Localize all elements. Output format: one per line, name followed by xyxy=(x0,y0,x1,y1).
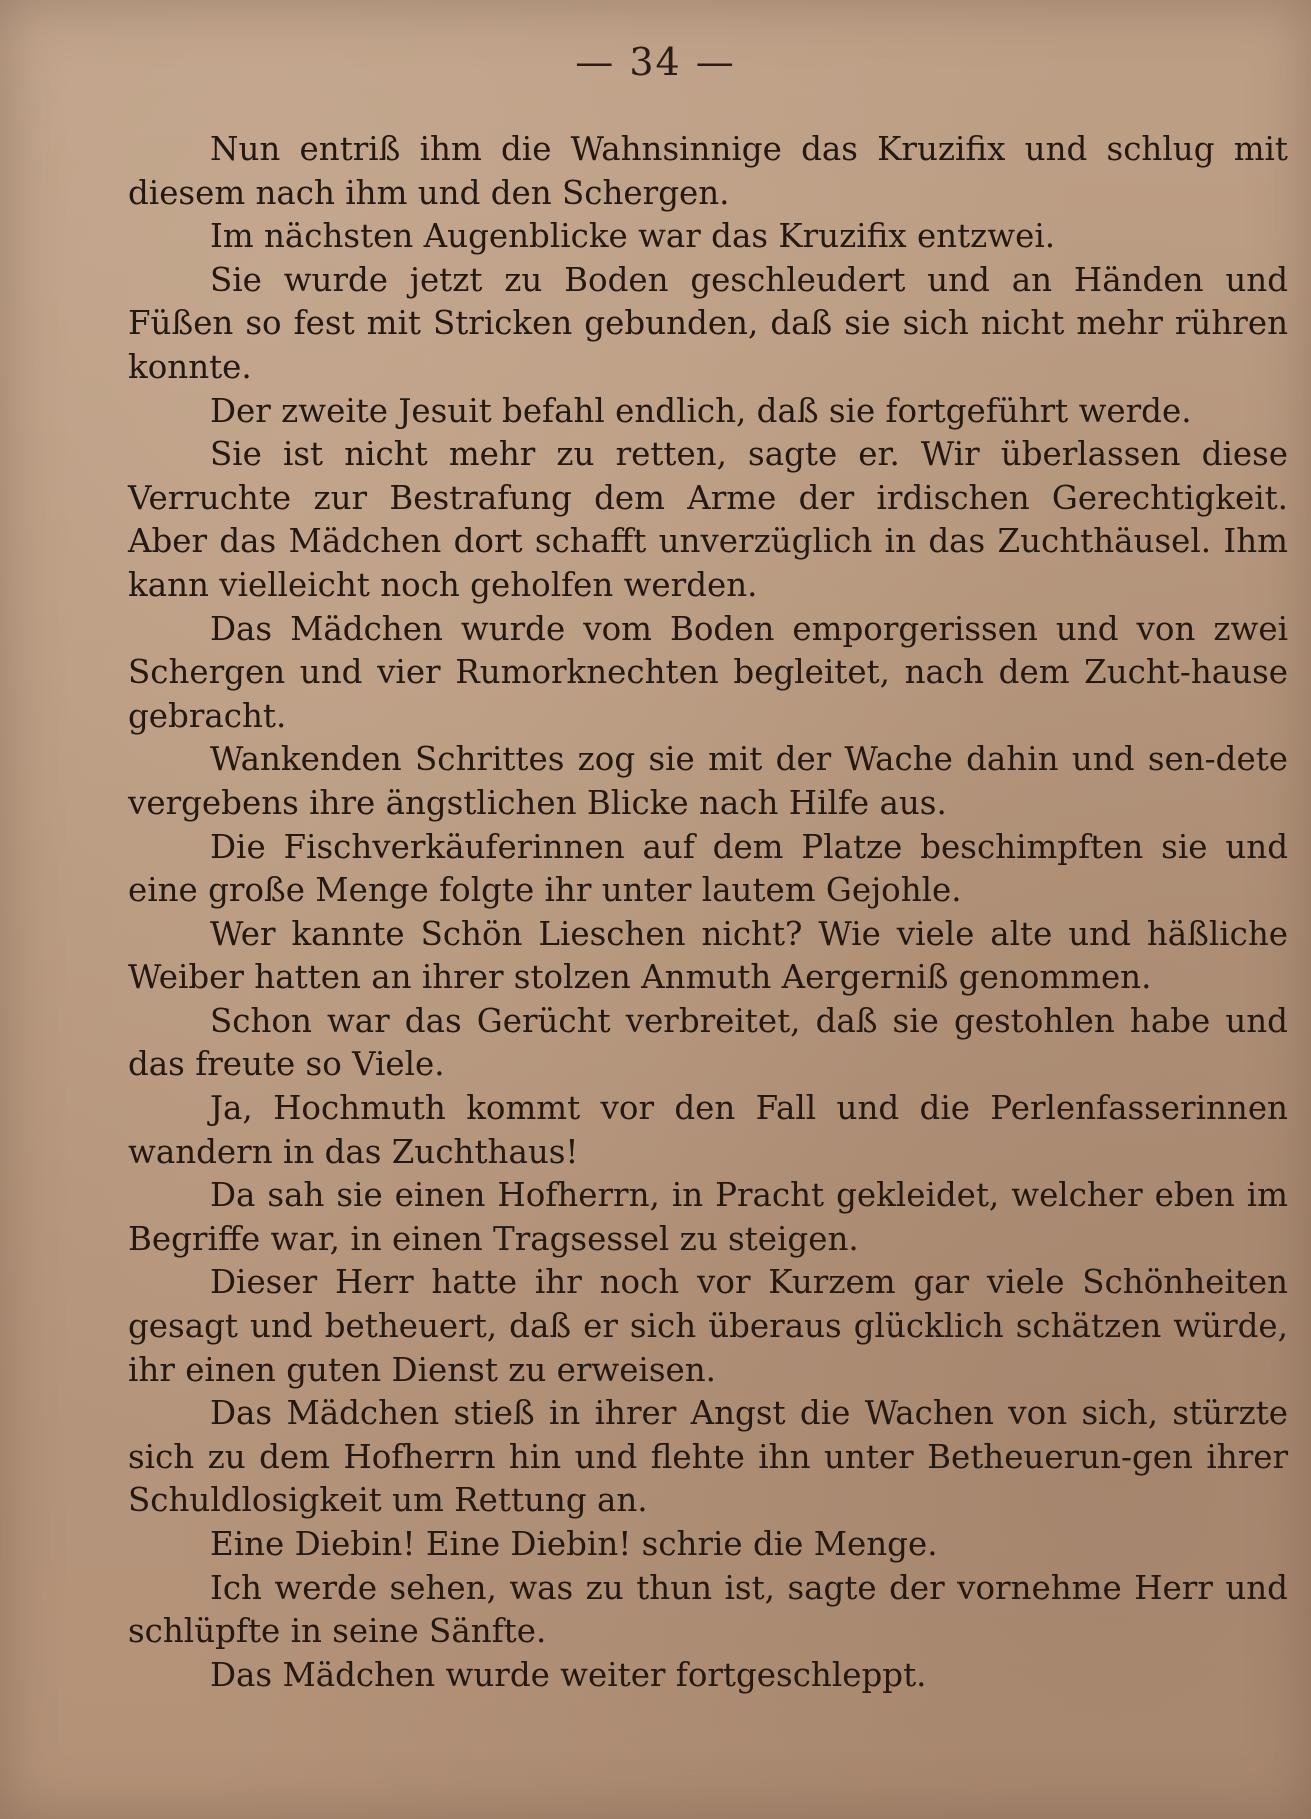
page-number: — 34 — xyxy=(575,40,736,84)
paragraph: Sie wurde jetzt zu Boden geschleudert und an Händen und Füßen so fest mit Stricken gebunden, daß sie sich nicht mehr rühren konnte. xyxy=(128,260,1288,386)
paragraph: Die Fischverkäuferinnen auf dem Platze beschimpften sie und eine große Menge folgte ihr unter lautem Gejohle. xyxy=(128,827,1288,910)
paragraph: Das Mädchen stieß in ihrer Angst die Wachen von sich, stürzte sich zu dem Hofherrn hin und flehte ihn unter Betheuerun-gen ihrer Schuldlosigkeit um Rettung an. xyxy=(128,1394,1288,1520)
paragraph: Eine Diebin! Eine Diebin! schrie die Menge. xyxy=(210,1525,938,1563)
paragraph: Schon war das Gerücht verbreitet, daß sie gestohlen habe und das freute so Viele. xyxy=(128,1001,1288,1084)
paragraph: Sie ist nicht mehr zu retten, sagte er. Wir überlassen diese Verruchte zur Bestrafung dem Arme der irdischen Gerechtigkeit. Aber das Mädchen dort schafft unverzüglich in das Zuchthäusel. Ihm kann vielleicht noch geholfen werden. xyxy=(128,435,1288,604)
paragraph: Das Mädchen wurde vom Boden emporgerissen und von zwei Schergen und vier Rumorknechten begleitet, nach dem Zucht-hause gebracht. xyxy=(128,609,1288,735)
paragraph: Dieser Herr hatte ihr noch vor Kurzem gar viele Schönheiten gesagt und betheuert, daß er sich überaus glücklich schätzen würde, ihr einen guten Dienst zu erweisen. xyxy=(128,1263,1288,1389)
paragraph: Ich werde sehen, was zu thun ist, sagte der vornehme Herr und schlüpfte in seine Sänfte. xyxy=(128,1568,1288,1651)
paragraph: Nun entriß ihm die Wahnsinnige das Kruzifix und schlug mit diesem nach ihm und den Schergen. xyxy=(128,130,1288,212)
body-text xyxy=(128,128,1288,1697)
paragraph: Im nächsten Augenblicke war das Kruzifix entzwei. xyxy=(210,217,1056,256)
paragraph: Wer kannte Schön Lieschen nicht? Wie viele alte und häßliche Weiber hatten an ihrer stolzen Anmuth Aergerniß genommen. xyxy=(128,914,1288,997)
paragraph: Das Mädchen wurde weiter fortgeschleppt. xyxy=(210,1655,927,1694)
paragraph: Da sah sie einen Hofherrn, in Pracht gekleidet, welcher eben im Begriffe war, in einen Tragsessel zu steigen. xyxy=(128,1176,1288,1258)
paragraph: Wankenden Schrittes zog sie mit der Wache dahin und sen-dete vergebens ihre ängstlichen Blicke nach Hilfe aus. xyxy=(128,740,1288,822)
paragraph: Der zweite Jesuit befahl endlich, daß sie fortgeführt werde. xyxy=(210,391,1192,430)
paragraph: Ja, Hochmuth kommt vor den Fall und die Perlenfasserinnen wandern in das Zuchthaus! xyxy=(128,1089,1288,1171)
